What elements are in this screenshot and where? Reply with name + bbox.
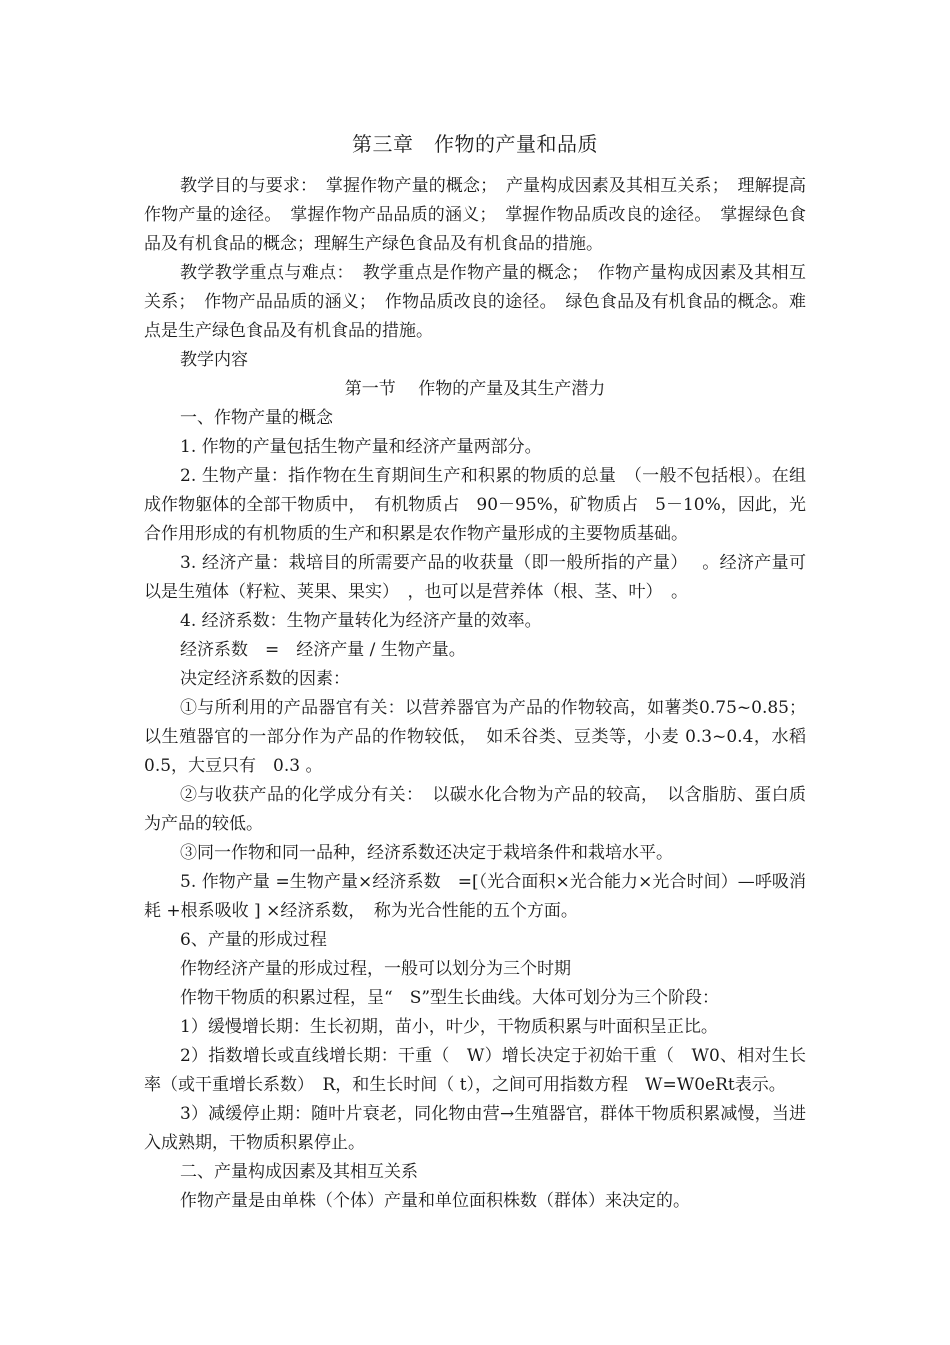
paragraph-objectives: 教学目的与要求： 掌握作物产量的概念； 产量构成因素及其相互关系； 理解提高作物产量的途径。 掌握作物产品品质的涵义； 掌握作物品质改良的途径。 掌握绿色食品及有机食品的概念；理解生产绿色食品及有机食品的措施。 [144,176,806,254]
paragraph-factor-2: ②与收获产品的化学成分有关： 以碳水化合物为产品的较高， 以含脂肪、蛋白质为产品的较低。 [144,785,806,834]
paragraph-item-2: 2. 生物产量：指作物在生育期间生产和积累的物质的总量 （一般不包括根）。在组成作物躯体的全部干物质中， 有机物质占 90－95%，矿物质占 5－10%，因此，光合作用形成的有机物质的生产和积累是农作物产量形成的主要物质基础。 [144,466,806,544]
section-title: 第一节 作物的产量及其生产潜力 [344,379,606,399]
paragraph-yield-determined: 作物产量是由单株（个体）产量和单位面积株数（群体）来决定的。 [180,1191,690,1211]
paragraph-factor-1: ①与所利用的产品器官有关：以营养器官为产品的作物较高，如薯类0.75~0.85；以生殖器官的一部分作为产品的作物较低， 如禾谷类、豆类等，小麦 0.3~0.4，水稻 0.5，大豆只有 0.3 。 [144,698,806,776]
paragraph-content-heading: 教学内容 [180,350,248,370]
paragraph-item-5: 5. 作物产量 =生物产量×经济系数 =[（光合面积×光合能力×光合时间）—呼吸消耗 +根系吸收 ] ×经济系数， 称为光合性能的五个方面。 [144,872,806,921]
paragraph-factors-heading: 决定经济系数的因素： [180,669,350,689]
paragraph-stage-1: 1）缓慢增长期：生长初期，苗小，叶少，干物质积累与叶面积呈正比。 [180,1017,718,1037]
paragraph-item-1: 1. 作物的产量包括生物产量和经济产量两部分。 [180,437,542,457]
paragraph-stage-3: 3）减缓停止期：随叶片衰老，同化物由营→生殖器官，群体干物质积累减慢，当进入成熟期，干物质积累停止。 [144,1104,806,1153]
paragraph-item-4: 4. 经济系数：生物产量转化为经济产量的效率。 [180,611,542,631]
paragraph-item-3: 3. 经济产量：栽培目的所需要产品的收获量（即一般所指的产量） 。经济产量可以是生殖体（籽粒、荚果、果实） ，也可以是营养体（根、茎、叶） 。 [144,553,806,602]
paragraph-item-6: 6、产量的形成过程 [180,930,327,950]
heading-yield-concept: 一、作物产量的概念 [180,408,333,428]
paragraph-key-points: 教学教学重点与难点： 教学重点是作物产量的概念； 作物产量构成因素及其相互关系； 作物产品品质的涵义； 作物品质改良的途径。 绿色食品及有机食品的概念。难点是生产绿色食品及有机食品的措施。 [144,263,806,341]
paragraph-s-curve: 作物干物质的积累过程，呈“ S”型生长曲线。大体可划分为三个阶段： [180,988,720,1008]
document-body [144,128,806,1216]
chapter-title: 第三章 作物的产量和品质 [352,132,598,156]
paragraph-periods: 作物经济产量的形成过程，一般可以划分为三个时期 [180,959,571,979]
paragraph-stage-2: 2）指数增长或直线增长期：干重（ W）增长决定于初始干重（ W0、相对生长率（或干重增长系数） R，和生长时间（ t），之间可用指数方程 W=W0eRt表示。 [144,1046,806,1095]
paragraph-formula: 经济系数 = 经济产量 / 生物产量。 [180,640,466,660]
paragraph-factor-3: ③同一作物和同一品种，经济系数还决定于栽培条件和栽培水平。 [180,843,673,863]
heading-yield-components: 二、产量构成因素及其相互关系 [180,1162,418,1182]
